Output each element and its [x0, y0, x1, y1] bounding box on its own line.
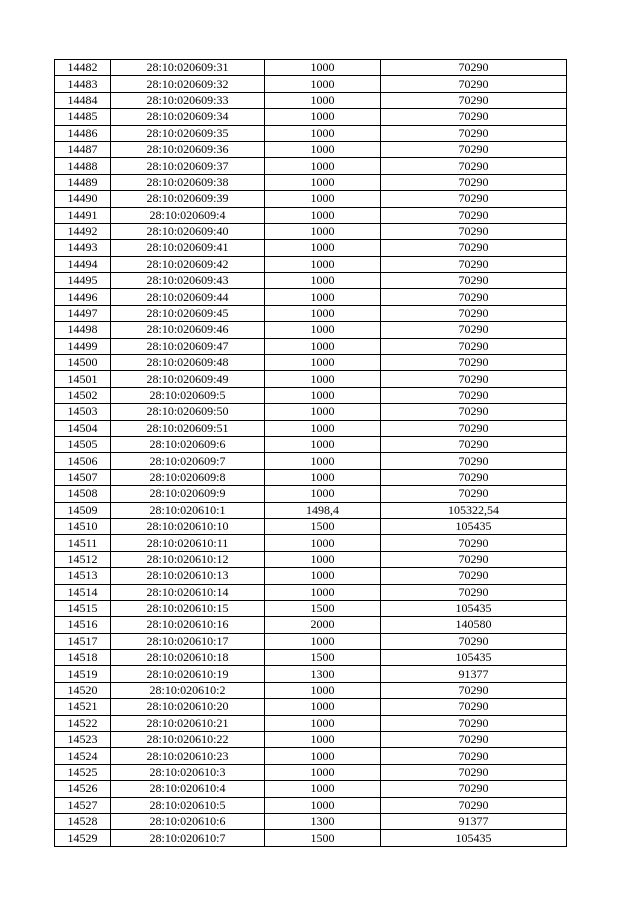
cadastral-number-cell: 28:10:020610:5: [111, 797, 265, 813]
value-cell: 140580: [381, 617, 567, 633]
cadastral-number-cell: 28:10:020610:12: [111, 551, 265, 567]
cadastral-number-cell: 28:10:020609:51: [111, 420, 265, 436]
value-cell: 70290: [381, 289, 567, 305]
table-row: [55, 453, 567, 469]
row-number-cell: 14513: [55, 568, 111, 584]
row-number-cell: 14517: [55, 633, 111, 649]
cadastral-number-cell: 28:10:020610:13: [111, 568, 265, 584]
table-row: [55, 633, 567, 649]
table-row: [55, 207, 567, 223]
row-number-cell: 14491: [55, 207, 111, 223]
row-number-cell: 14488: [55, 158, 111, 174]
table-row: [55, 322, 567, 338]
value-cell: 70290: [381, 174, 567, 190]
table-row: [55, 699, 567, 715]
area-cell: 1000: [265, 633, 381, 649]
area-cell: 1000: [265, 551, 381, 567]
cadastral-number-cell: 28:10:020609:7: [111, 453, 265, 469]
row-number-cell: 14496: [55, 289, 111, 305]
value-cell: 105435: [381, 830, 567, 846]
row-number-cell: 14521: [55, 699, 111, 715]
row-number-cell: 14489: [55, 174, 111, 190]
value-cell: 105435: [381, 650, 567, 666]
value-cell: 70290: [381, 76, 567, 92]
area-cell: 1000: [265, 715, 381, 731]
cadastral-number-cell: 28:10:020609:46: [111, 322, 265, 338]
cadastral-number-cell: 28:10:020610:10: [111, 518, 265, 534]
row-number-cell: 14505: [55, 436, 111, 452]
data-table: [54, 59, 567, 847]
cadastral-number-cell: 28:10:020610:7: [111, 830, 265, 846]
area-cell: 1000: [265, 699, 381, 715]
value-cell: 70290: [381, 338, 567, 354]
area-cell: 1000: [265, 92, 381, 108]
cadastral-number-cell: 28:10:020609:41: [111, 240, 265, 256]
value-cell: 91377: [381, 666, 567, 682]
cadastral-number-cell: 28:10:020610:23: [111, 748, 265, 764]
cadastral-number-cell: 28:10:020609:40: [111, 223, 265, 239]
value-cell: 70290: [381, 404, 567, 420]
value-cell: 70290: [381, 387, 567, 403]
cadastral-number-cell: 28:10:020609:44: [111, 289, 265, 305]
value-cell: 70290: [381, 158, 567, 174]
value-cell: 70290: [381, 781, 567, 797]
row-number-cell: 14514: [55, 584, 111, 600]
value-cell: 70290: [381, 469, 567, 485]
area-cell: 1000: [265, 584, 381, 600]
value-cell: 70290: [381, 715, 567, 731]
cadastral-number-cell: 28:10:020610:20: [111, 699, 265, 715]
value-cell: 70290: [381, 551, 567, 567]
table-row: [55, 584, 567, 600]
area-cell: 1000: [265, 535, 381, 551]
row-number-cell: 14526: [55, 781, 111, 797]
row-number-cell: 14511: [55, 535, 111, 551]
row-number-cell: 14506: [55, 453, 111, 469]
value-cell: 70290: [381, 732, 567, 748]
area-cell: 1000: [265, 436, 381, 452]
table-row: [55, 387, 567, 403]
row-number-cell: 14520: [55, 682, 111, 698]
cadastral-number-cell: 28:10:020609:49: [111, 371, 265, 387]
table-row: [55, 469, 567, 485]
row-number-cell: 14493: [55, 240, 111, 256]
area-cell: 1500: [265, 518, 381, 534]
table-row: [55, 748, 567, 764]
area-cell: 1000: [265, 322, 381, 338]
cadastral-number-cell: 28:10:020609:47: [111, 338, 265, 354]
area-cell: 1000: [265, 732, 381, 748]
row-number-cell: 14483: [55, 76, 111, 92]
value-cell: 70290: [381, 797, 567, 813]
cadastral-number-cell: 28:10:020609:39: [111, 191, 265, 207]
value-cell: 70290: [381, 535, 567, 551]
area-cell: 1300: [265, 813, 381, 829]
table-row: [55, 305, 567, 321]
cadastral-number-cell: 28:10:020610:19: [111, 666, 265, 682]
table-row: [55, 666, 567, 682]
table-row: [55, 404, 567, 420]
row-number-cell: 14525: [55, 764, 111, 780]
cadastral-number-cell: 28:10:020610:1: [111, 502, 265, 518]
cadastral-number-cell: 28:10:020609:9: [111, 486, 265, 502]
cadastral-number-cell: 28:10:020609:33: [111, 92, 265, 108]
row-number-cell: 14516: [55, 617, 111, 633]
table-row: [55, 436, 567, 452]
area-cell: 1000: [265, 387, 381, 403]
table-row: [55, 60, 567, 76]
value-cell: 70290: [381, 436, 567, 452]
area-cell: 1000: [265, 420, 381, 436]
row-number-cell: 14515: [55, 600, 111, 616]
row-number-cell: 14507: [55, 469, 111, 485]
row-number-cell: 14527: [55, 797, 111, 813]
cadastral-number-cell: 28:10:020610:6: [111, 813, 265, 829]
value-cell: 70290: [381, 60, 567, 76]
row-number-cell: 14482: [55, 60, 111, 76]
area-cell: 1000: [265, 109, 381, 125]
row-number-cell: 14484: [55, 92, 111, 108]
row-number-cell: 14503: [55, 404, 111, 420]
cadastral-number-cell: 28:10:020609:36: [111, 141, 265, 157]
cadastral-number-cell: 28:10:020609:6: [111, 436, 265, 452]
table-row: [55, 174, 567, 190]
value-cell: 70290: [381, 748, 567, 764]
row-number-cell: 14509: [55, 502, 111, 518]
cadastral-number-cell: 28:10:020610:4: [111, 781, 265, 797]
area-cell: 1000: [265, 60, 381, 76]
table-row: [55, 109, 567, 125]
cadastral-number-cell: 28:10:020609:37: [111, 158, 265, 174]
row-number-cell: 14504: [55, 420, 111, 436]
row-number-cell: 14501: [55, 371, 111, 387]
table-row: [55, 781, 567, 797]
cadastral-number-cell: 28:10:020610:17: [111, 633, 265, 649]
area-cell: 1000: [265, 355, 381, 371]
value-cell: 70290: [381, 141, 567, 157]
cadastral-number-cell: 28:10:020609:34: [111, 109, 265, 125]
value-cell: 70290: [381, 191, 567, 207]
table-row: [55, 125, 567, 141]
table-row: [55, 813, 567, 829]
row-number-cell: 14500: [55, 355, 111, 371]
cadastral-number-cell: 28:10:020610:18: [111, 650, 265, 666]
cadastral-number-cell: 28:10:020610:14: [111, 584, 265, 600]
table-row: [55, 338, 567, 354]
area-cell: 1000: [265, 764, 381, 780]
cadastral-number-cell: 28:10:020609:32: [111, 76, 265, 92]
table-row: [55, 371, 567, 387]
row-number-cell: 14523: [55, 732, 111, 748]
value-cell: 70290: [381, 207, 567, 223]
cadastral-number-cell: 28:10:020609:38: [111, 174, 265, 190]
value-cell: 70290: [381, 322, 567, 338]
cadastral-number-cell: 28:10:020609:35: [111, 125, 265, 141]
value-cell: 70290: [381, 453, 567, 469]
area-cell: 1000: [265, 191, 381, 207]
row-number-cell: 14499: [55, 338, 111, 354]
row-number-cell: 14522: [55, 715, 111, 731]
row-number-cell: 14494: [55, 256, 111, 272]
table-row: [55, 256, 567, 272]
area-cell: 1000: [265, 469, 381, 485]
row-number-cell: 14519: [55, 666, 111, 682]
row-number-cell: 14508: [55, 486, 111, 502]
row-number-cell: 14510: [55, 518, 111, 534]
cadastral-number-cell: 28:10:020609:42: [111, 256, 265, 272]
area-cell: 1000: [265, 453, 381, 469]
table-row: [55, 502, 567, 518]
table-row: [55, 535, 567, 551]
value-cell: 70290: [381, 355, 567, 371]
table-row: [55, 273, 567, 289]
value-cell: 105322,54: [381, 502, 567, 518]
value-cell: 105435: [381, 518, 567, 534]
area-cell: 1000: [265, 141, 381, 157]
cadastral-number-cell: 28:10:020610:11: [111, 535, 265, 551]
area-cell: 1000: [265, 404, 381, 420]
table-row: [55, 617, 567, 633]
cadastral-number-cell: 28:10:020610:2: [111, 682, 265, 698]
cadastral-number-cell: 28:10:020610:15: [111, 600, 265, 616]
area-cell: 1000: [265, 305, 381, 321]
row-number-cell: 14502: [55, 387, 111, 403]
area-cell: 1000: [265, 338, 381, 354]
table-row: [55, 682, 567, 698]
cadastral-number-cell: 28:10:020610:16: [111, 617, 265, 633]
table-row: [55, 223, 567, 239]
value-cell: 70290: [381, 240, 567, 256]
table-row: [55, 76, 567, 92]
cadastral-number-cell: 28:10:020609:5: [111, 387, 265, 403]
cadastral-number-cell: 28:10:020609:43: [111, 273, 265, 289]
area-cell: 1000: [265, 240, 381, 256]
value-cell: 70290: [381, 109, 567, 125]
value-cell: 70290: [381, 223, 567, 239]
area-cell: 1300: [265, 666, 381, 682]
area-cell: 1000: [265, 781, 381, 797]
area-cell: 2000: [265, 617, 381, 633]
area-cell: 1000: [265, 174, 381, 190]
table-row: [55, 551, 567, 567]
row-number-cell: 14512: [55, 551, 111, 567]
row-number-cell: 14486: [55, 125, 111, 141]
value-cell: 91377: [381, 813, 567, 829]
area-cell: 1000: [265, 748, 381, 764]
table-row: [55, 420, 567, 436]
row-number-cell: 14518: [55, 650, 111, 666]
value-cell: 70290: [381, 568, 567, 584]
area-cell: 1498,4: [265, 502, 381, 518]
table-row: [55, 158, 567, 174]
table-row: [55, 355, 567, 371]
value-cell: 70290: [381, 305, 567, 321]
area-cell: 1000: [265, 76, 381, 92]
table-row: [55, 764, 567, 780]
value-cell: 70290: [381, 420, 567, 436]
area-cell: 1500: [265, 600, 381, 616]
value-cell: 70290: [381, 273, 567, 289]
row-number-cell: 14495: [55, 273, 111, 289]
cadastral-number-cell: 28:10:020609:48: [111, 355, 265, 371]
row-number-cell: 14529: [55, 830, 111, 846]
area-cell: 1000: [265, 682, 381, 698]
value-cell: 70290: [381, 584, 567, 600]
table-row: [55, 797, 567, 813]
table-row: [55, 486, 567, 502]
value-cell: 70290: [381, 486, 567, 502]
table-row: [55, 518, 567, 534]
area-cell: 1000: [265, 568, 381, 584]
value-cell: 70290: [381, 125, 567, 141]
cadastral-number-cell: 28:10:020609:45: [111, 305, 265, 321]
cadastral-number-cell: 28:10:020609:4: [111, 207, 265, 223]
row-number-cell: 14498: [55, 322, 111, 338]
cadastral-number-cell: 28:10:020610:3: [111, 764, 265, 780]
table-row: [55, 650, 567, 666]
table-row: [55, 240, 567, 256]
table-row: [55, 289, 567, 305]
cadastral-number-cell: 28:10:020609:8: [111, 469, 265, 485]
table-row: [55, 191, 567, 207]
value-cell: 70290: [381, 682, 567, 698]
row-number-cell: 14524: [55, 748, 111, 764]
area-cell: 1000: [265, 289, 381, 305]
area-cell: 1000: [265, 158, 381, 174]
cadastral-number-cell: 28:10:020610:21: [111, 715, 265, 731]
area-cell: 1000: [265, 207, 381, 223]
table-body: [55, 60, 567, 847]
row-number-cell: 14485: [55, 109, 111, 125]
table-row: [55, 715, 567, 731]
cadastral-number-cell: 28:10:020610:22: [111, 732, 265, 748]
value-cell: 70290: [381, 764, 567, 780]
area-cell: 1000: [265, 223, 381, 239]
area-cell: 1000: [265, 486, 381, 502]
area-cell: 1500: [265, 830, 381, 846]
row-number-cell: 14497: [55, 305, 111, 321]
table-row: [55, 830, 567, 846]
area-cell: 1000: [265, 371, 381, 387]
area-cell: 1000: [265, 125, 381, 141]
table-row: [55, 568, 567, 584]
area-cell: 1000: [265, 256, 381, 272]
table-row: [55, 141, 567, 157]
row-number-cell: 14492: [55, 223, 111, 239]
value-cell: 70290: [381, 92, 567, 108]
cadastral-number-cell: 28:10:020609:50: [111, 404, 265, 420]
cadastral-number-cell: 28:10:020609:31: [111, 60, 265, 76]
value-cell: 70290: [381, 371, 567, 387]
row-number-cell: 14528: [55, 813, 111, 829]
area-cell: 1000: [265, 797, 381, 813]
value-cell: 70290: [381, 256, 567, 272]
row-number-cell: 14487: [55, 141, 111, 157]
table-row: [55, 600, 567, 616]
area-cell: 1000: [265, 273, 381, 289]
table-row: [55, 92, 567, 108]
area-cell: 1500: [265, 650, 381, 666]
table-row: [55, 732, 567, 748]
value-cell: 70290: [381, 699, 567, 715]
row-number-cell: 14490: [55, 191, 111, 207]
value-cell: 105435: [381, 600, 567, 616]
value-cell: 70290: [381, 633, 567, 649]
